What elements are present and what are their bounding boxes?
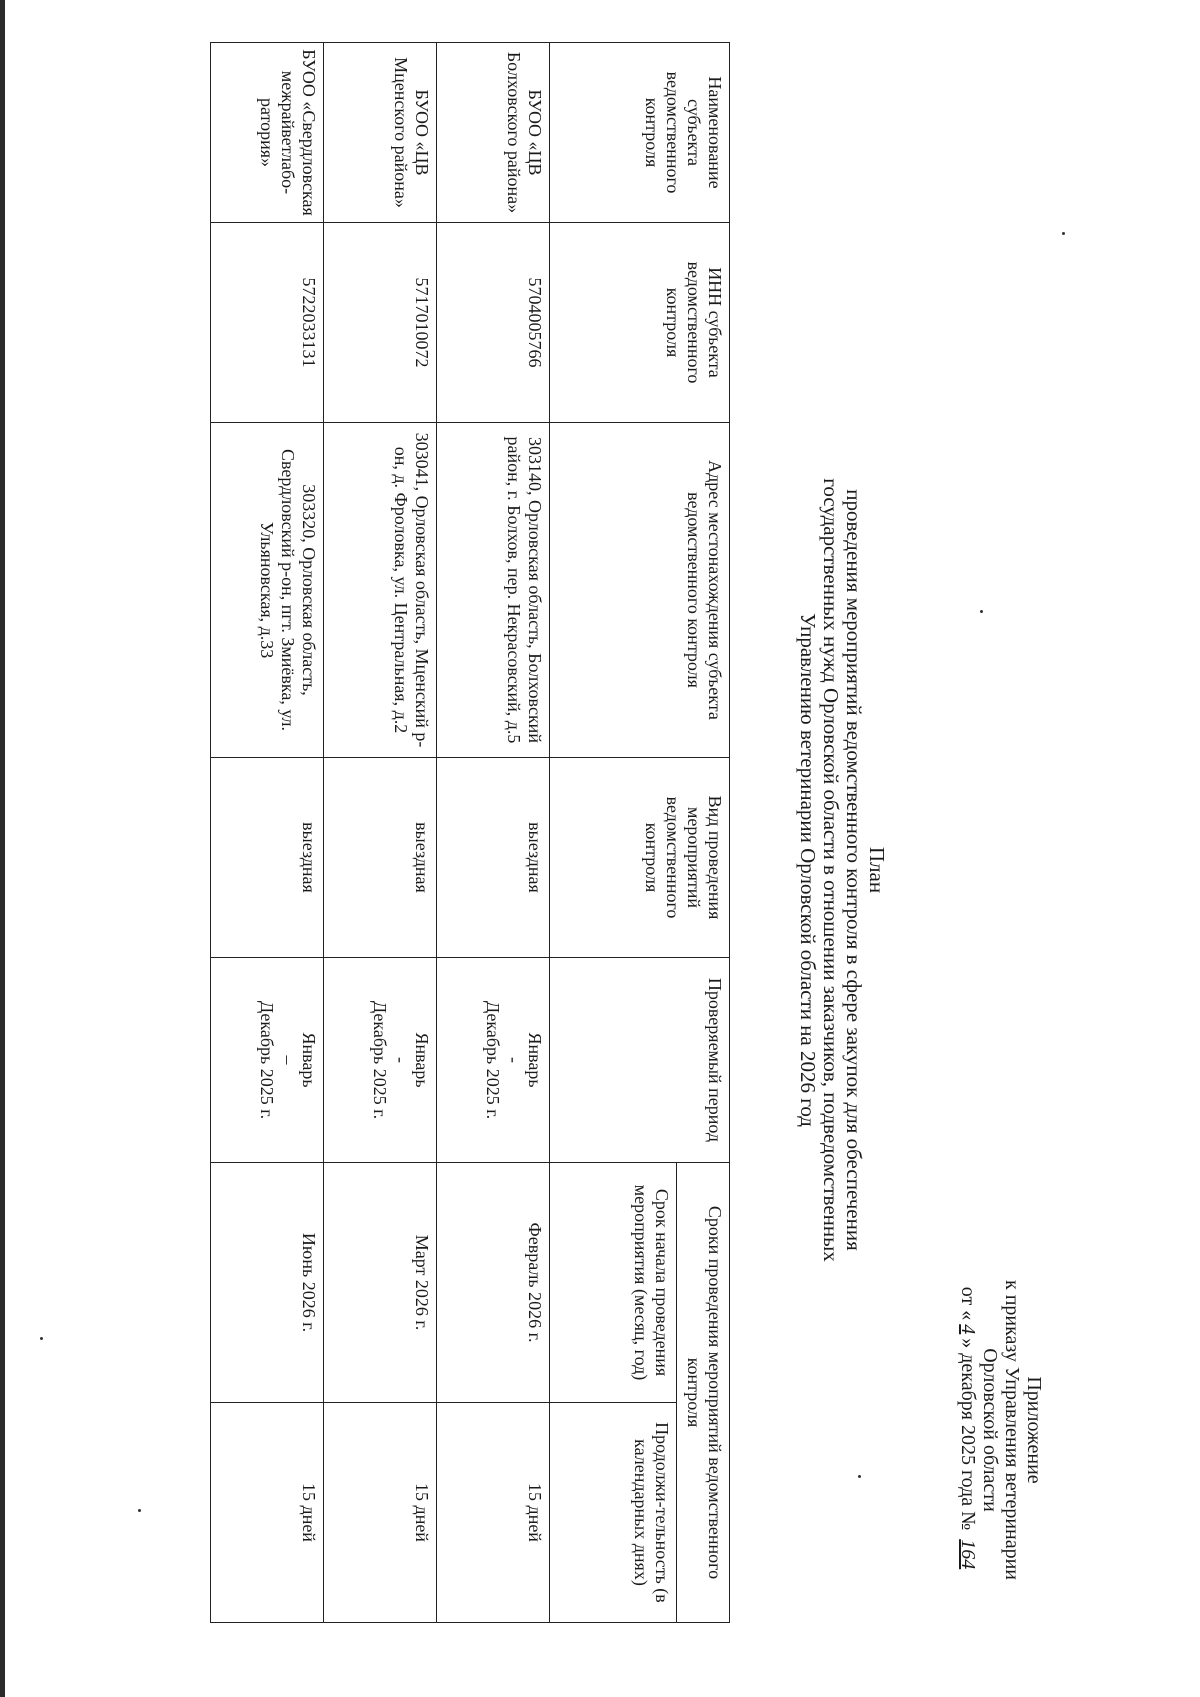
appendix-date-line bbox=[957, 1210, 979, 1650]
period-start: Январь bbox=[412, 1032, 432, 1088]
period-end: Декабрь 2025 г. bbox=[370, 1000, 390, 1120]
cell-inn: 5722033131 bbox=[211, 223, 324, 423]
cell-duration: 15 дней bbox=[324, 1403, 437, 1623]
cell-inn: 5704005766 bbox=[437, 223, 550, 423]
handwritten-day: 4 bbox=[957, 1324, 979, 1335]
cell-period bbox=[211, 958, 324, 1163]
date-middle: » декабря 2025 года № bbox=[957, 1338, 979, 1531]
table-row bbox=[324, 43, 437, 1623]
cell-name: БУОО «ЦВ Мценского района» bbox=[324, 43, 437, 223]
appendix-block bbox=[957, 1210, 1045, 1650]
header-duration: Продолжи-тельность (в календарных днях) bbox=[550, 1403, 677, 1623]
cell-name: БУОО «Свердловская межрайветлабо-ратория» bbox=[211, 43, 324, 223]
cell-inn: 5717010072 bbox=[324, 223, 437, 423]
cell-address: 303140, Орловская область, Болховский район, г. Болхов, пер. Некрасовский, д.5 bbox=[437, 423, 550, 758]
cell-address: 303320, Орловская область, Свердловский р-он, пгт. Змиёвка, ул. Ульяновская, д.33 bbox=[211, 423, 324, 758]
title-line1: План bbox=[865, 846, 889, 894]
header-type: Вид проведения мероприятий ведомственного контроля bbox=[550, 758, 730, 958]
cell-address: 303041, Орловская область, Мценский р-он, д. Фроловка, ул. Центральная, д.2 bbox=[324, 423, 437, 758]
date-prefix: от « bbox=[957, 1286, 979, 1321]
cell-period bbox=[437, 958, 550, 1163]
header-inn: ИНН субъекта ведомственного контроля bbox=[550, 223, 730, 423]
header-address: Адрес местонахождения субъекта ведомственного контроля bbox=[550, 423, 730, 758]
header-period: Проверяемый период bbox=[550, 958, 730, 1163]
cell-duration: 15 дней bbox=[211, 1403, 324, 1623]
period-separator: – bbox=[278, 1055, 298, 1065]
handwritten-number: 164 bbox=[957, 1539, 979, 1570]
period-start: Январь bbox=[525, 1032, 545, 1088]
cell-name: БУОО «ЦВ Болховского района» bbox=[437, 43, 550, 223]
header-name: Наименование субъекта ведомственного контроля bbox=[550, 43, 730, 223]
cell-type: выездная bbox=[324, 758, 437, 958]
cell-type: выездная bbox=[437, 758, 550, 958]
title-line2: проведения мероприятий ведомственного контроля в сфере закупок для обеспечения bbox=[842, 489, 866, 1251]
period-end: Декабрь 2025 г. bbox=[483, 1000, 503, 1120]
appendix-line2: к приказу Управления ветеринарии bbox=[1001, 1279, 1023, 1581]
document-title bbox=[796, 300, 888, 1440]
title-line3: государственных нужд Орловской области в отношении заказчиков, подведомственных bbox=[819, 478, 843, 1262]
period-separator: - bbox=[391, 1057, 411, 1063]
period-separator: - bbox=[504, 1057, 524, 1063]
table-row bbox=[211, 43, 324, 1623]
appendix-line3: Орловской области bbox=[979, 1348, 1001, 1512]
appendix-line1: Приложение bbox=[1023, 1376, 1045, 1484]
period-start: Январь bbox=[299, 1032, 319, 1088]
cell-type: выездная bbox=[211, 758, 324, 958]
cell-start: Март 2026 г. bbox=[324, 1163, 437, 1403]
table-header-row bbox=[677, 43, 730, 1623]
header-start: Срок начала проведения мероприятия (месяц, год) bbox=[550, 1163, 677, 1403]
cell-start: Февраль 2026 г. bbox=[437, 1163, 550, 1403]
control-plan-table bbox=[210, 42, 730, 1623]
title-line4: Управлению ветеринарии Орловской области на 2026 год bbox=[796, 613, 820, 1127]
table-row bbox=[437, 43, 550, 1623]
period-end: Декабрь 2025 г. bbox=[257, 1000, 277, 1120]
cell-period bbox=[324, 958, 437, 1163]
cell-duration: 15 дней bbox=[437, 1403, 550, 1623]
header-dates-group: Сроки проведения мероприятий ведомственного контроля bbox=[677, 1163, 730, 1623]
cell-start: Июнь 2026 г. bbox=[211, 1163, 324, 1403]
